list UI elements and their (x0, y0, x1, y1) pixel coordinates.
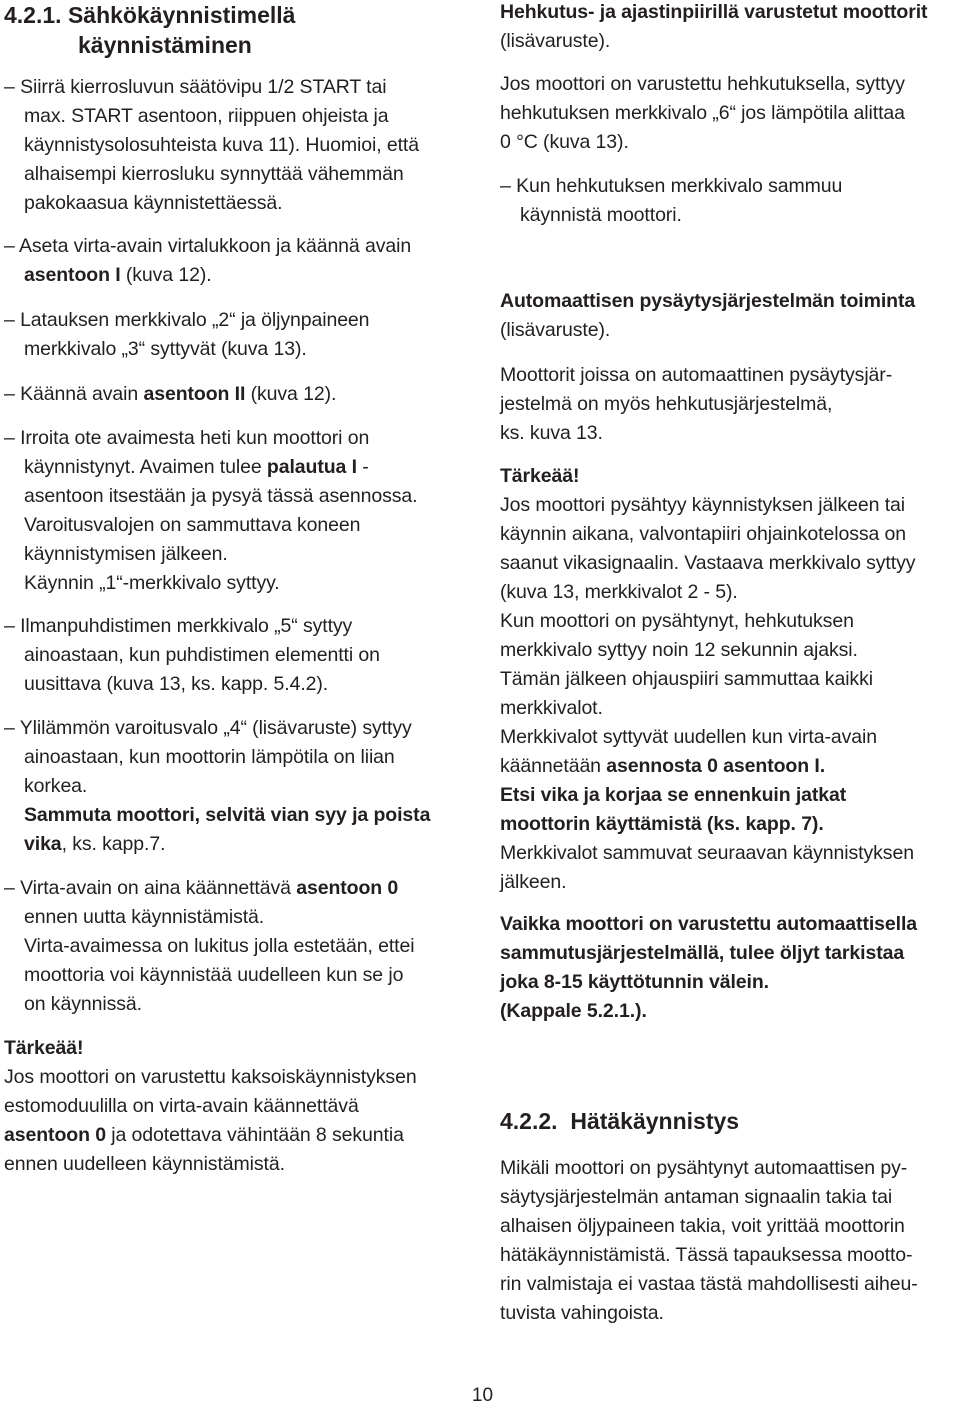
section-heading-4-2-2 (500, 1106, 960, 1136)
text-line: merkkivalot. (500, 697, 603, 719)
instruction-item (4, 380, 474, 409)
text-line: Varoitusvalojen on sammuttava koneen (24, 514, 361, 536)
glow-section (500, 0, 960, 56)
text-span: (kuva 12). (120, 264, 212, 286)
bold-text: asentoon 0 (296, 877, 399, 899)
important-note (4, 1034, 474, 1179)
bold-text: asentoon I (24, 264, 121, 286)
text-line: ennen uudelleen käynnistämistä. (4, 1153, 285, 1175)
text-line: saanut vikasignaalin. Vastaava merkkivalo syttyy (500, 552, 916, 574)
text-line: asentoon itsestään ja pysyä tässä asennossa. (24, 485, 418, 507)
text-span: (kuva 12). (245, 383, 337, 405)
text-line: Tämän jälkeen ohjauspiiri sammuttaa kaikki (500, 668, 873, 690)
instruction-item (4, 874, 474, 1019)
important-label: Tärkeää! (500, 465, 580, 487)
instruction-item (500, 172, 960, 230)
text-line: Käynnin „1“-merkkivalo syttyy. (24, 572, 280, 594)
text-line: alhaisempi kierrosluku synnyttää vähemmän (24, 163, 404, 185)
text-line: Jos moottori on varustettu kaksoiskäynnistyksen (4, 1066, 417, 1088)
instruction-item (4, 714, 474, 859)
text-line: (Kappale 5.2.1.). (500, 1000, 647, 1022)
bold-text: vika (24, 833, 62, 855)
section-heading-4-2-1 (4, 0, 474, 60)
text-line: merkkivalo syttyy noin 12 sekunnin ajaksi. (500, 639, 858, 661)
bold-text: asentoon II (143, 383, 246, 405)
text-line: sammutusjärjestelmällä, tulee öljyt tarkistaa (500, 942, 905, 964)
text-line: jestelmä on myös hehkutusjärjestelmä, (500, 393, 833, 415)
oil-check-note (500, 910, 960, 1026)
text-line: – Latauksen merkkivalo „2“ ja öljynpaineen (4, 309, 370, 331)
text-line: on käynnissä. (24, 993, 142, 1015)
text-line: käynnistysolosuhteista kuva 11). Huomioi, että (24, 134, 419, 156)
text-line: – Irroita ote avaimesta heti kun moottori on (4, 427, 370, 449)
text-span: ja odotettava vähintään 8 sekuntia (105, 1124, 404, 1146)
instruction-item (4, 306, 474, 364)
text-line: jälkeen. (500, 871, 567, 893)
text-line: ainoastaan, kun moottorin lämpötila on liian (24, 746, 395, 768)
page-number: 10 (471, 1385, 494, 1406)
text-line: Jos moottori on varustettu hehkutuksella, syttyy (500, 73, 905, 95)
bold-text: asennosta 0 asentoon I. (606, 755, 826, 777)
text-line: joka 8-15 käyttötunnin välein. (500, 971, 769, 993)
subsection-title: Hehkutus- ja ajastinpiirillä varustetut moottorit (500, 1, 928, 23)
heading-text: Sähkökäynnistimellä (67, 2, 296, 28)
text-line: rin valmistaja ei vastaa tästä mahdollisesti aiheu- (500, 1273, 918, 1295)
text-line: Jos moottori pysähtyy käynnistyksen jälkeen tai (500, 494, 905, 516)
instruction-item (4, 73, 474, 218)
text-line: hätäkäynnistämistä. Tässä tapauksessa mootto- (500, 1244, 913, 1266)
text-span: , ks. kapp.7. (61, 833, 166, 855)
text-span: käynnistynyt. Avaimen tulee (24, 456, 267, 478)
text-line: säytysjärjestelmän antaman signaalin takia tai (500, 1186, 893, 1208)
text-line: – Aseta virta-avain virtalukkoon ja käännä avain (4, 235, 412, 257)
text-line: (lisävaruste). (500, 30, 611, 52)
heading-text: Hätäkäynnistys (570, 1108, 740, 1134)
text-line: Virta-avaimessa on lukitus jolla estetään, ettei (24, 935, 415, 957)
text-line: estomoduulilla on virta-avain käännettävä (4, 1095, 359, 1117)
text-line: Mikäli moottori on pysähtynyt automaattisen py- (500, 1157, 908, 1179)
glow-paragraph (500, 70, 960, 157)
text-line: tuvista vahingoista. (500, 1302, 664, 1324)
text-line: alhaisen öljypaineen takia, voit yrittää moottorin (500, 1215, 905, 1237)
auto-stop-section (500, 287, 960, 345)
text-line: käynnistä moottori. (520, 204, 682, 226)
text-line: Merkkivalot sammuvat seuraavan käynnistyksen (500, 842, 914, 864)
text-line: moottoria voi käynnistää uudelleen kun se jo (24, 964, 404, 986)
bold-text: palautua I (266, 456, 357, 478)
warning-text: moottorin käyttämistä (ks. kapp. 7). (500, 813, 824, 835)
instruction-item (4, 232, 474, 290)
text-line: Moottorit joissa on automaattinen pysäytysjär- (500, 364, 893, 386)
text-span: käännetään (500, 755, 607, 777)
emergency-paragraph (500, 1154, 960, 1328)
auto-stop-paragraph (500, 361, 960, 448)
instruction-item (4, 424, 474, 598)
heading-number: 4.2.2. (500, 1108, 558, 1134)
text-line: Kun moottori on pysähtynyt, hehkutuksen (500, 610, 854, 632)
text-line: – Kun hehkutuksen merkkivalo sammuu (500, 175, 843, 197)
text-line: – Siirrä kierrosluvun säätövipu 1/2 START tai (4, 76, 387, 98)
text-line: (lisävaruste). (500, 319, 611, 341)
text-line: (kuva 13, merkkivalot 2 - 5). (500, 581, 738, 603)
text-span: – Virta-avain on aina käännettävä (4, 877, 297, 899)
text-span: – Käännä avain (4, 383, 144, 405)
text-line: käynnistymisen jälkeen. (24, 543, 228, 565)
text-line: – Ylilämmön varoitusvalo „4“ (lisävaruste) syttyy (4, 717, 412, 739)
text-line: merkkivalo „3“ syttyvät (kuva 13). (24, 338, 307, 360)
text-line: Vaikka moottori on varustettu automaattisella (500, 913, 918, 935)
text-line: käynnin aikana, valvontapiiri ohjainkotelossa on (500, 523, 907, 545)
important-label: Tärkeää! (4, 1037, 84, 1059)
text-line: ainoastaan, kun puhdistimen elementti on (24, 644, 380, 666)
text-span: - (356, 456, 369, 478)
heading-number: 4.2.1. (4, 2, 62, 28)
text-line: ennen uutta käynnistämistä. (24, 906, 265, 928)
text-line: – Ilmanpuhdistimen merkkivalo „5“ syttyy (4, 615, 353, 637)
warning-text: Sammuta moottori, selvitä vian syy ja poista (24, 804, 431, 826)
text-line: pakokaasua käynnistettäessä. (24, 192, 283, 214)
bold-text: asentoon 0 (4, 1124, 106, 1146)
text-line: max. START asentoon, riippuen ohjeista ja (24, 105, 389, 127)
heading-text-cont: käynnistäminen (78, 32, 252, 58)
important-note (500, 462, 960, 897)
text-line: 0 °C (kuva 13). (500, 131, 629, 153)
subsection-title: Automaattisen pysäytysjärjestelmän toiminta (500, 290, 916, 312)
text-line: uusittava (kuva 13, ks. kapp. 5.4.2). (24, 673, 329, 695)
warning-text: Etsi vika ja korjaa se ennenkuin jatkat (500, 784, 847, 806)
text-line: korkea. (24, 775, 88, 797)
text-line: hehkutuksen merkkivalo „6“ jos lämpötila alittaa (500, 102, 905, 124)
text-line: Merkkivalot syttyvät uudellen kun virta-avain (500, 726, 877, 748)
instruction-item (4, 612, 474, 699)
text-line: ks. kuva 13. (500, 422, 603, 444)
